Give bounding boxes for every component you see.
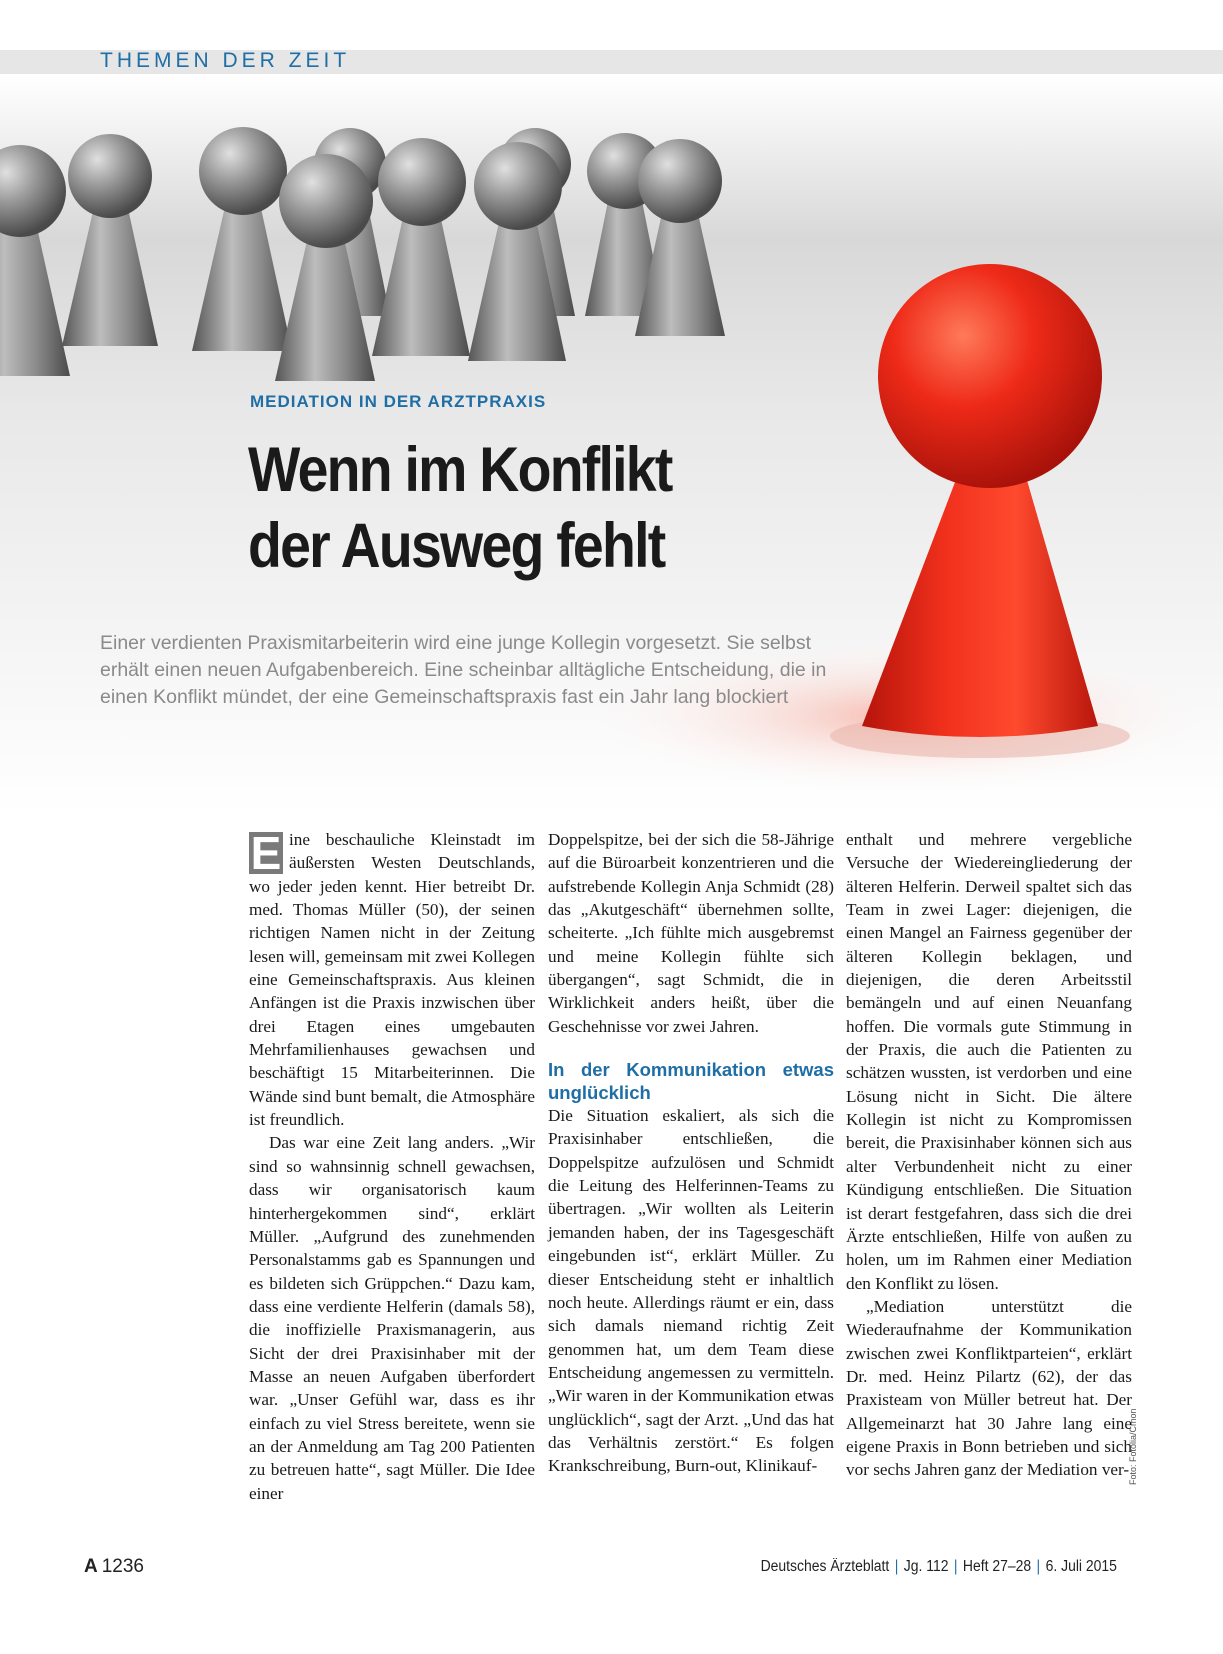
page-number (84, 1556, 144, 1578)
page-letter: A (84, 1556, 98, 1577)
paragraph: Das war eine Zeit lang anders. „Wir sind so wahnsinnig schnell gewachsen, dass wir organisatorisch kaum hinterhergekommen sind“, erklärt Müller. „Aufgrund des zunehmenden Personalstamms gab es Spannungen und es bildeten sich Grüppchen.“ Dazu kam, dass eine verdiente Helferin (damals 58), die inoffizielle Praxismanagerin, aus Sicht der drei Praxisinhaber mit der Masse an neuen Aufgaben überfordert war. „Unser Gefühl war, dass es ihr einfach zu viel Stress bereitete, wenn sie an der Anmeldung am Tag 200 Patienten zu betreuen hatte“, sagt Müller. Die Idee einer (249, 1133, 535, 1503)
paragraph: enthalt und mehrere vergebliche Versuche der Wiedereingliederung der älteren Helferin. Derweil spaltet sich das Team in zwei Lager: diejenigen, die einen Mangel an Fairness gegenüber der älteren Kollegin beklagen, und diejenigen, die deren Arbeitsstil bemängeln und auf einen Neuanfang hoffen. Die vormals gute Stimmung in der Praxis, die auch die Patienten zu schätzen wussten, ist verdorben und eine Lösung nicht in Sicht. Die ältere Kollegin ist nicht zu Kompromissen bereit, die Praxisinhaber können sich aus alter Verbundenheit nicht zu einer Kündigung entschließen. Die Situation ist derart festgefahren, dass sich die drei Ärzte entschließen, Hilfe von außen zu holen, um im Rahmen einer Mediation den Konflikt zu lösen. (846, 830, 1132, 1293)
headline-line: der Ausweg fehlt (248, 511, 665, 581)
headline-line: Wenn im Konflikt (248, 435, 672, 505)
separator: | (953, 1558, 958, 1575)
paragraph: Die Situation eskaliert, als sich die Praxisinhaber entschließen, die Doppelspitze aufzulösen und Schmidt die Leitung des Helferinnen-Teams zu übertragen. „Wir wollten als Leiterin jemanden haben, der ins Tagesgeschäft eingebunden ist“, erklärt Müller. Zu dieser Entscheidung steht er inhaltlich noch heute. Allerdings räumt er ein, dass sich damals niemand richtig Zeit genommen hat, um dem Team diese Entscheidung angemessen zu vermitteln. „Wir waren in der Kommunikation etwas unglücklich“, sagt der Arzt. „Und das hat das Verhältnis zerstört.“ Es folgen Krankschreibung, Burn-out, Klinikauf- (548, 1106, 834, 1476)
paragraph-text: ine beschauliche Kleinstadt im äußersten Westen Deutschlands, wo jeder jeden kennt. Hier betreibt Dr. med. Thomas Müller (50), der seinen richtigen Namen nicht in der Zeitung lesen will, gemeinsam mit zwei Kollegen eine Gemeinschaftspraxis. Aus kleinen Anfängen ist die Praxis inzwischen über drei Etagen eines umgebauten Mehrfamilienhauses gewachsen und beschäftigt 15 Mitarbeiterinnen. Die Wände sind bunt bemalt, die Atmosphäre ist freundlich. (249, 830, 535, 1130)
text-column-3 (846, 828, 1132, 1482)
subheading: In der Kommunikation etwas unglücklich (548, 1059, 834, 1104)
footer-citation (761, 1558, 1117, 1576)
paragraph (249, 828, 535, 1131)
journal-name: Deutsches Ärzteblatt (760, 1558, 890, 1575)
journal-issue: Heft 27–28 (962, 1558, 1032, 1575)
separator: | (1036, 1558, 1041, 1575)
article-headline (248, 432, 741, 584)
photo-credit: Foto: Fotolia/Cmon (1128, 1408, 1138, 1485)
paragraph: Doppelspitze, bei der sich die 58-Jährige auf die Büroarbeit konzentrieren und die aufstrebende Kollegin Anja Schmidt (28) das „Akutgeschäft“ übernehmen sollte, scheiterte. „Ich fühlte mich ausgebremst und meine Kollegin fühlte sich übergangen“, sagt Schmidt, die in Wirklichkeit anders heißt, über die Geschehnisse vor zwei Jahren. (548, 830, 834, 1036)
article-kicker: MEDIATION IN DER ARZTPRAXIS (250, 392, 547, 411)
text-column-1 (249, 828, 535, 1505)
section-label: THEMEN DER ZEIT (100, 49, 351, 72)
separator: | (894, 1558, 899, 1575)
gray-pawn (372, 138, 470, 356)
article-lede: Einer verdienten Praxismitarbeiterin wird eine junge Kollegin vorgesetzt. Sie selbst erhält einen neuen Aufgabenbereich. Eine scheinbar alltägliche Entscheidung, die in einen Konflikt mündet, der eine Gemeinschaftspraxis fast ein Jahr lang blockiert (100, 632, 827, 708)
journal-volume: Jg. 112 (903, 1558, 949, 1575)
issue-date: 6. Juli 2015 (1045, 1558, 1117, 1575)
text-column-2 (548, 828, 834, 1478)
page-number-value: 1236 (101, 1556, 145, 1577)
drop-cap: E (250, 827, 282, 879)
gray-pawn (0, 145, 70, 376)
gray-pawn (62, 134, 158, 346)
paragraph: „Mediation unterstützt die Wiederaufnahme der Kommunikation zwischen zwei Konfliktparteien“, erklärt Dr. med. Heinz Pilartz (62), der das Praxisteam von Müller betreut hat. Der Allgemeinarzt hat 30 Jahre lang eine eigene Praxis in Bonn betrieben und sich vor sechs Jahren ganz der Mediation ver- (846, 1296, 1132, 1480)
gray-pawn (192, 127, 292, 351)
